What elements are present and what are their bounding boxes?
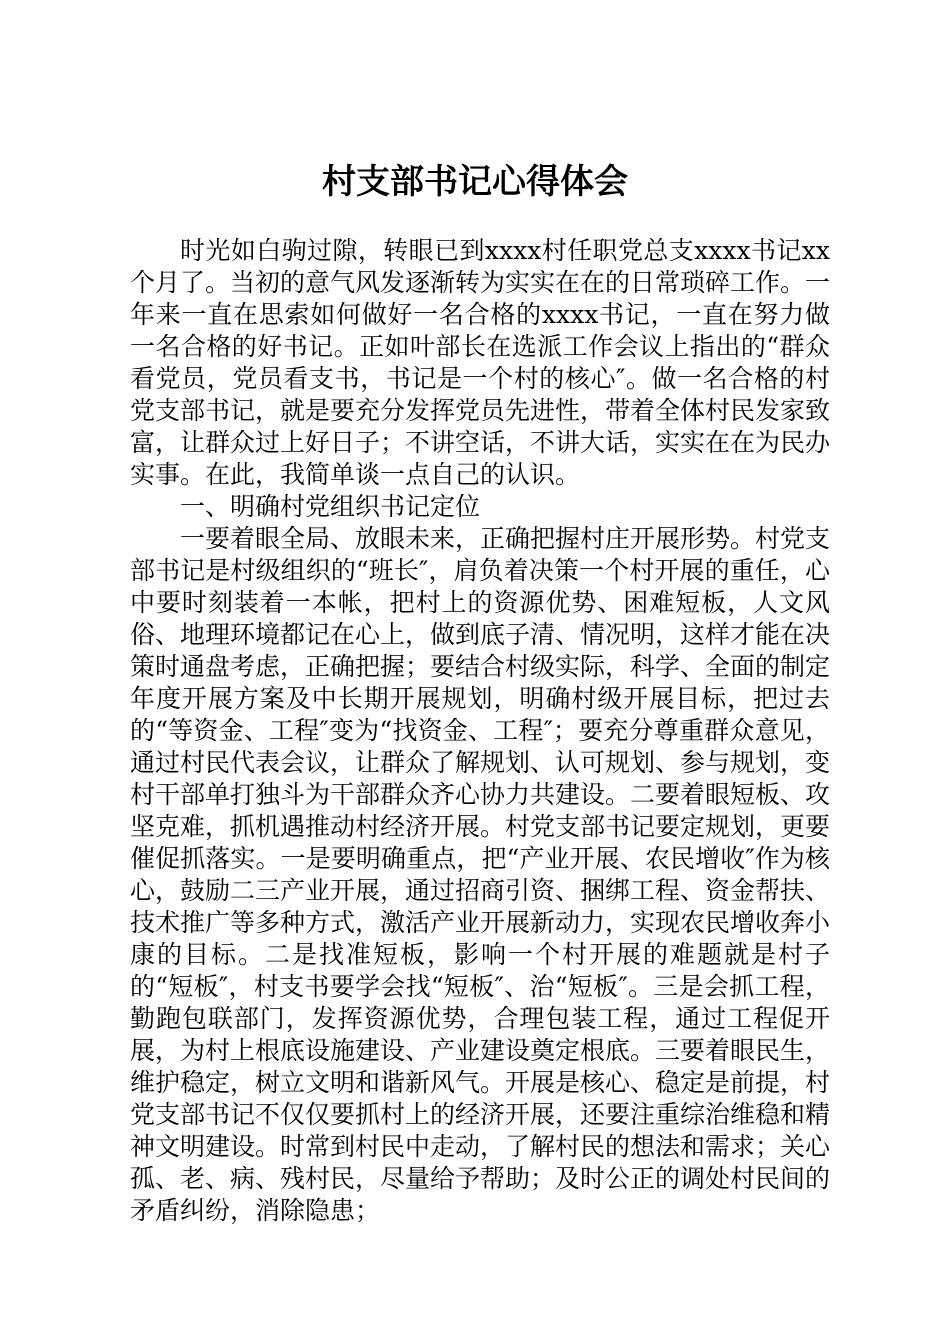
document-title: 村支部书记心得体会 — [322, 162, 628, 202]
section-heading: 一、明确村党组织书记定位 — [180, 492, 481, 521]
intro-paragraph: 时光如白驹过隙，转眼已到xxxx村任职党总支xxxx书记xx个月了。当初的意气风发逐渐转为实实在在的日常琐碎工作。一年来一直在思索如何做好一名合格的xxxx书记，一直在努力做一名合格的好书记。正如叶部长在选派工作会议上指出的“群众看党员，党员看支书，书记是一个村的核心″。做一名合格的村党支部书记，就是要充分发挥党员先进性，带着全体村民发家致富，让群众过上好日子；不讲空话，不讲大话，实实在在为民办实事。在此，我简单谈一点自己的认识。 — [130, 236, 831, 489]
document-body — [130, 235, 830, 1227]
section-paragraph: 一要着眼全局、放眼未来，正确把握村庄开展形势。村党支部书记是村级组织的“班长″，肩负着决策一个村开展的重任，心中要时刻装着一本帐，把村上的资源优势、困难短板，人文风俗、地理环境都记在心上，做到底子清、情况明，这样才能在决策时通盘考虑，正确把握；要结合村级实际，科学、全面的制定年度开展方案及中长期开展规划，明确村级开展目标，把过去的“等资金、工程″变为“找资金、工程″；要充分尊重群众意见，通过村民代表会议，让群众了解规划、认可规划、参与规划，变村干部单打独斗为干部群众齐心协力共建设。二要着眼短板、攻坚克难，抓机遇推动村经济开展。村党支部书记要定规划，更要催促抓落实。一是要明确重点，把“产业开展、农民增收″作为核心，鼓励二三产业开展，通过招商引资、捆绑工程、资金帮扶、技术推广等多种方式，激活产业开展新动力，实现农民增收奔小康的目标。二是找准短板，影响一个村开展的难题就是村子的“短板″，村支书要学会找“短板″、治“短板″。三是会抓工程，勤跑包联部门，发挥资源优势，合理包装工程，通过工程促开展，为村上根底设施建设、产业建设奠定根底。三要着眼民生，维护稳定，树立文明和谐新风气。开展是核心、稳定是前提，村党支部书记不仅仅要抓村上的经济开展，还要注重综治维稳和精神文明建设。时常到村民中走动，了解村民的想法和需求；关心孤、老、病、残村民，尽量给予帮助；及时公正的调处村民间的矛盾纠纷，消除隐患； — [130, 524, 831, 1225]
